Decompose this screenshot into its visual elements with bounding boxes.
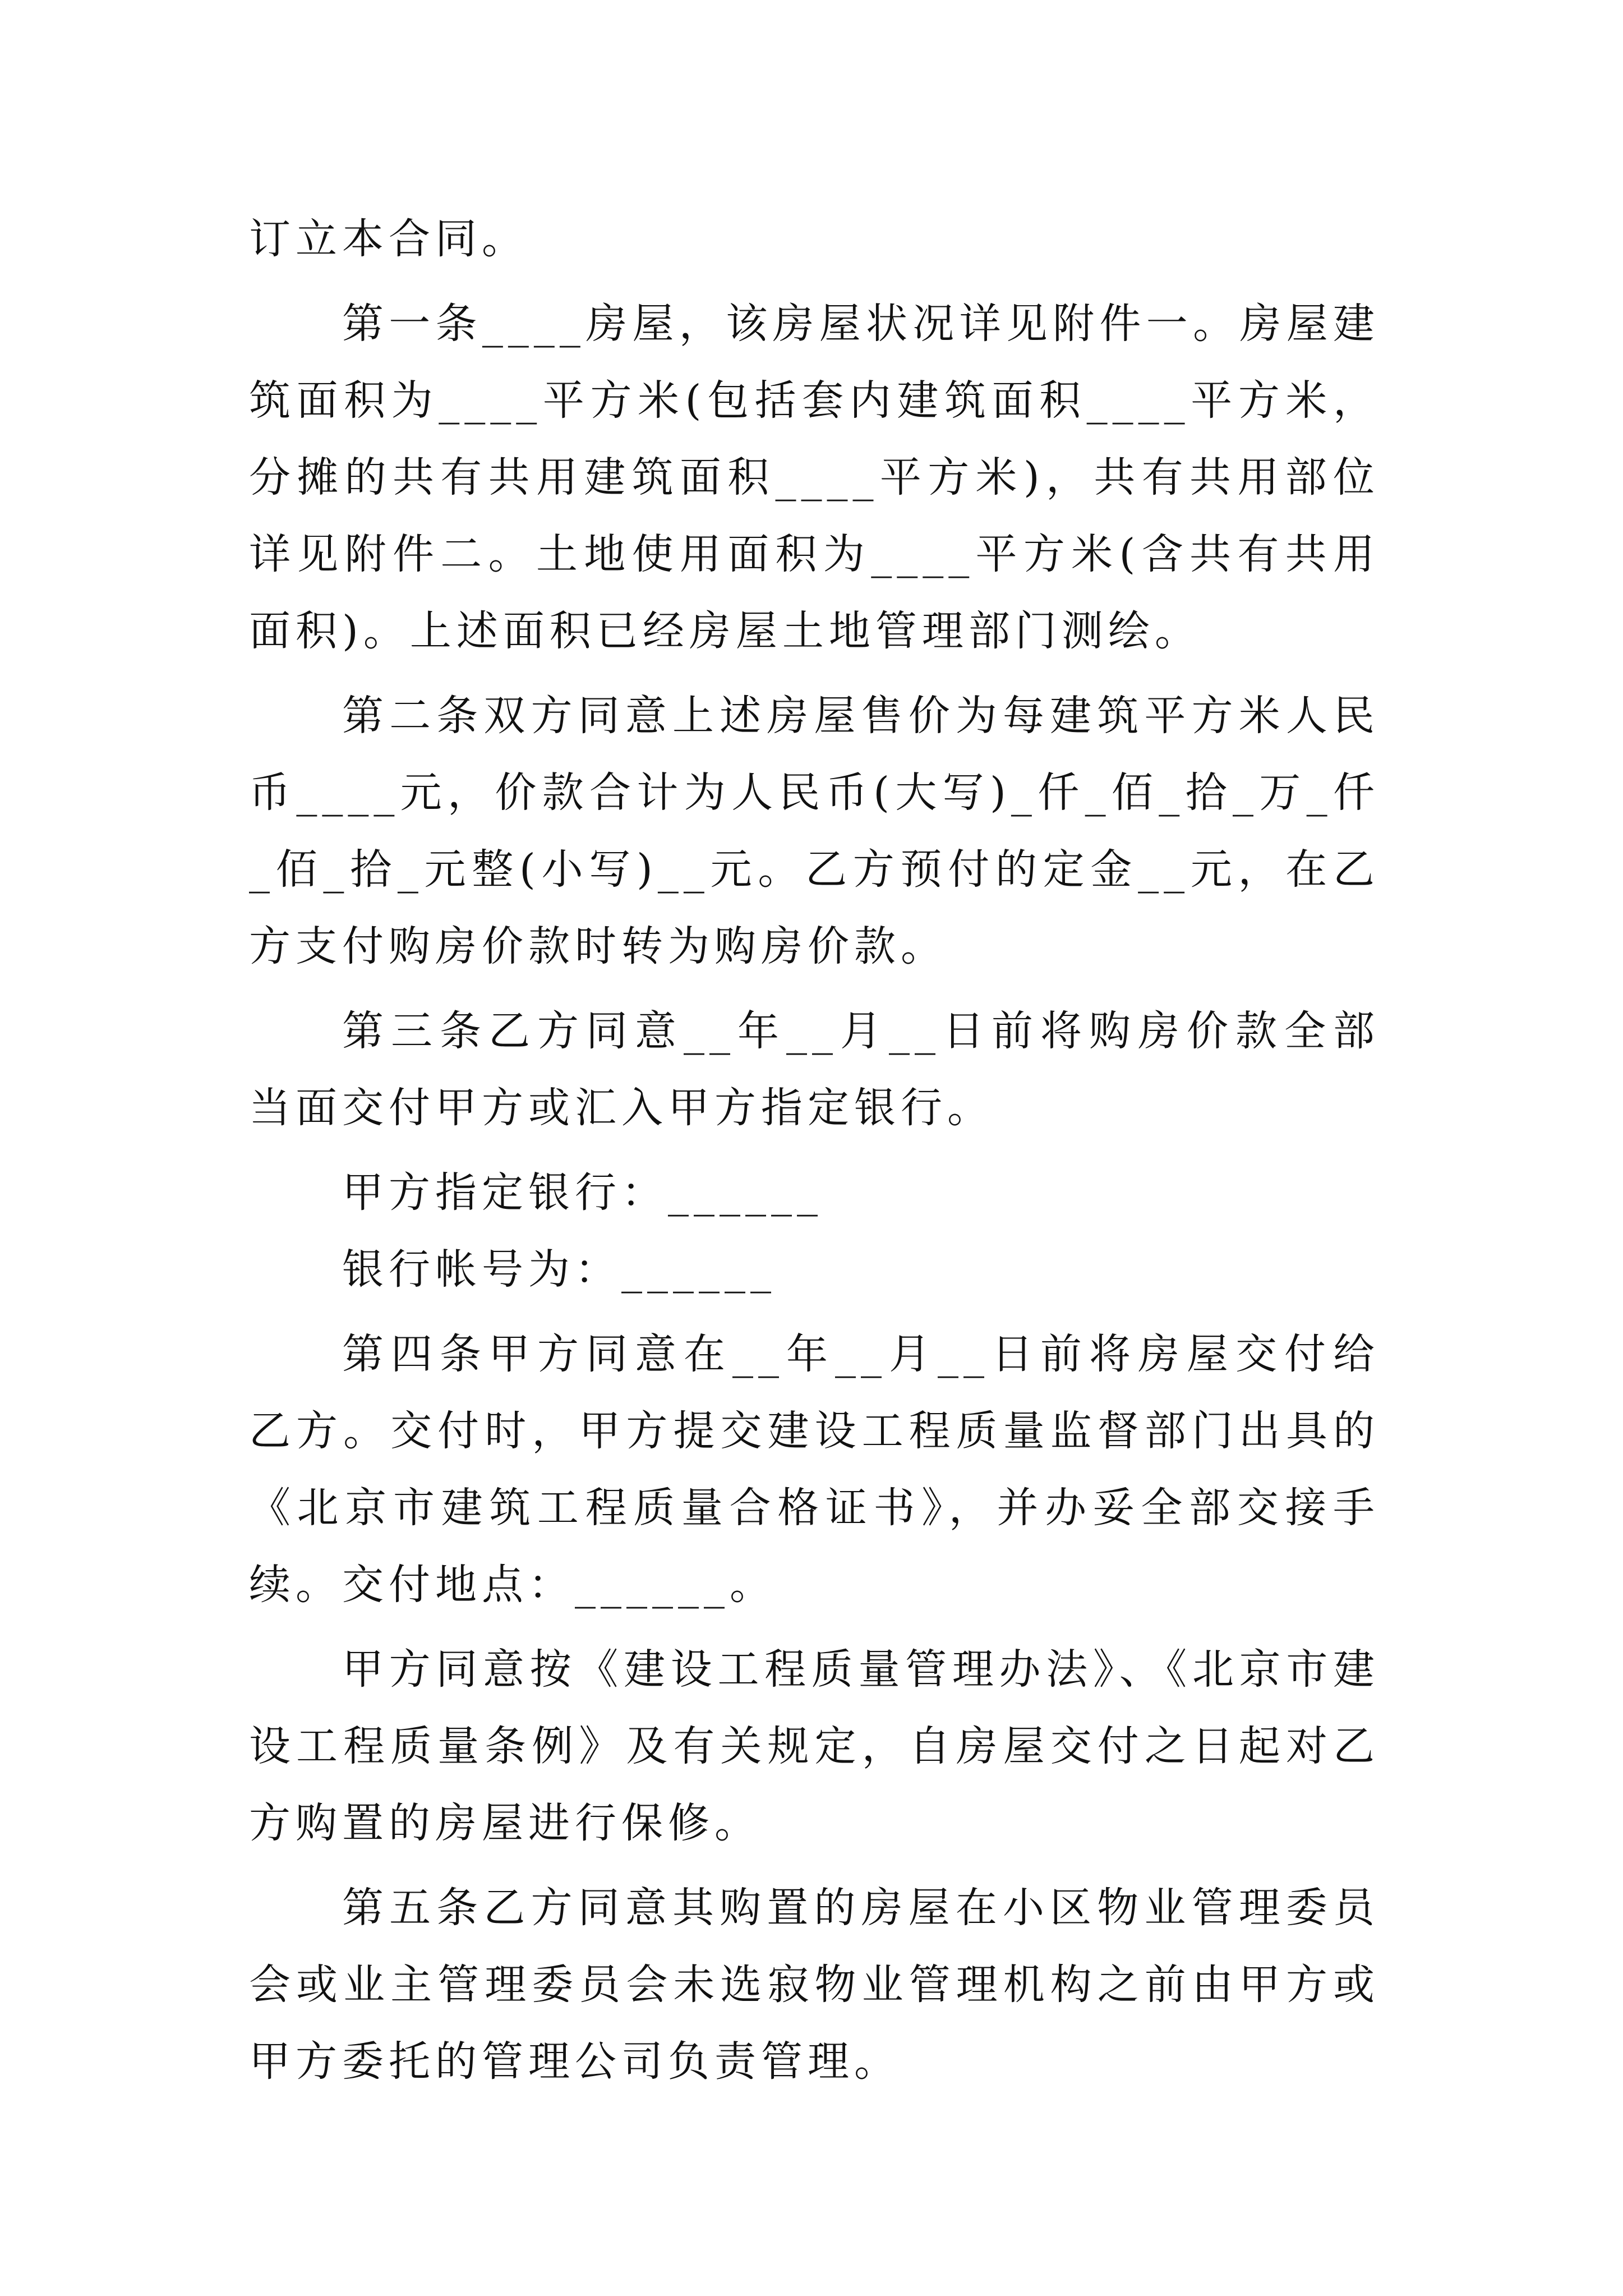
paragraph-article-2: 第二条双方同意上述房屋售价为每建筑平方米人民币____元，价款合计为人民币(大写)_仟_佰_拾_万_仟_佰_拾_元整(小写)__元。乙方预付的定金__元，在乙方支付购房价款时转为购房价款。 xyxy=(249,692,1380,970)
paragraph-article-1: 第一条____房屋，该房屋状况详见附件一。房屋建筑面积为____平方米(包括套内建筑面积____平方米，分摊的共有共用建筑面积____平方米)，共有共用部位详见附件二。土地使用面积为____平方米(含共有共用面积)。上述面积已经房屋土地管理部门测绘。 xyxy=(249,300,1380,655)
paragraph-designated-bank: 甲方指定银行：______ xyxy=(342,1168,823,1217)
paragraph-article-4: 第四条甲方同意在__年__月__日前将房屋交付给乙方。交付时，甲方提交建设工程质量监督部门出具的《北京市建筑工程质量合格证书》，并办妥全部交接手续。交付地点：______。 xyxy=(249,1330,1380,1609)
paragraph-article-3: 第三条乙方同意__年__月__日前将购房价款全部当面交付甲方或汇入甲方指定银行。 xyxy=(249,1007,1380,1132)
document-body xyxy=(249,201,1380,2100)
paragraph-warranty: 甲方同意按《建设工程质量管理办法》、《北京市建设工程质量条例》及有关规定，自房屋交付之日起对乙方购置的房屋进行保修。 xyxy=(249,1645,1380,1847)
paragraph-preamble-end: 订立本合同。 xyxy=(249,215,528,263)
paragraph-article-5: 第五条乙方同意其购置的房屋在小区物业管理委员会或业主管理委员会未选寂物业管理机构之前由甲方或甲方委托的管理公司负责管理。 xyxy=(249,1884,1380,2086)
paragraph-bank-account: 银行帐号为：______ xyxy=(342,1245,776,1294)
